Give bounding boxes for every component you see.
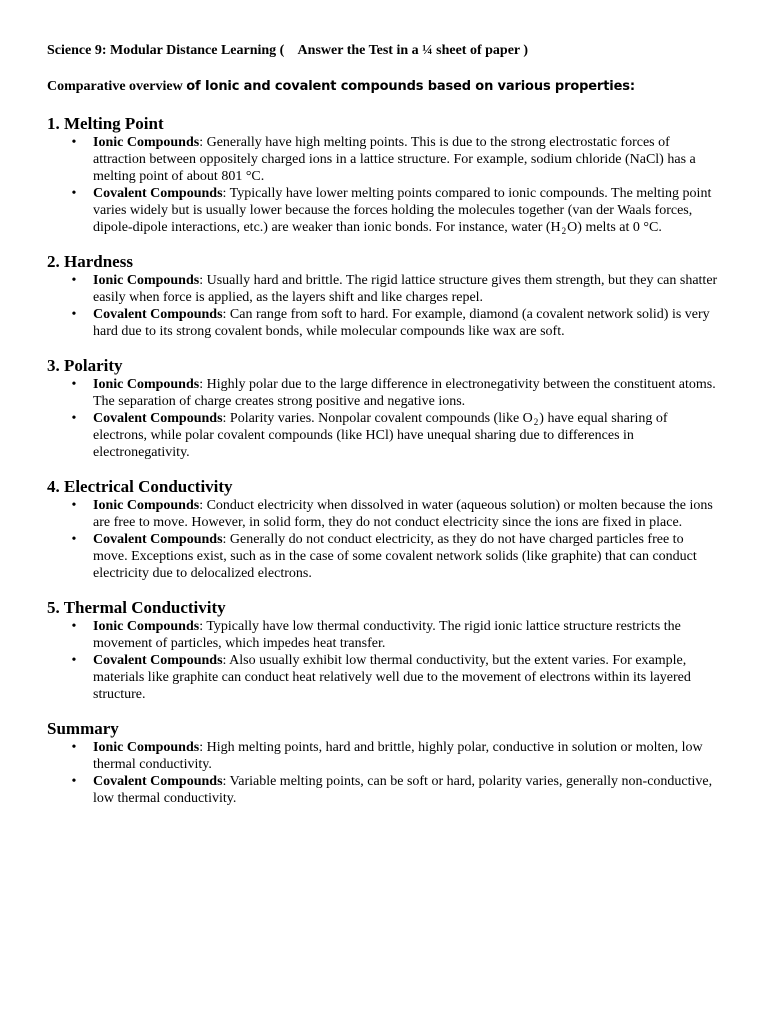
item-text: : Conduct electricity when dissolved in water (aqueous solution) or molten because the ions are free to move. However, in solid form, they do not conduct electricity since the ions are fixed in place. xyxy=(93,498,713,530)
bullet-icon: • xyxy=(71,498,77,513)
bullet-list-electrical-conductivity xyxy=(47,497,719,582)
item-term: Ionic Compounds xyxy=(93,377,200,392)
item-term: Ionic Compounds xyxy=(93,273,200,288)
section-heading-hardness: 2. Hardness xyxy=(47,252,133,271)
section-heading-summary: Summary xyxy=(47,719,119,738)
item-text: : Also usually exhibit low thermal conductivity, but the extent varies. For example, materials like graphite can conduct heat relatively well due to the movement of electrons within its layered structure. xyxy=(93,653,691,702)
item-text: : Generally do not conduct electricity, as they do not have charged particles free to move. Exceptions exist, such as in the case of some covalent network solids (like graphite) that can conduct electricity due to delocalized electrons. xyxy=(93,532,697,581)
subtitle-part-1: Comparative overview xyxy=(47,79,187,94)
list-item xyxy=(47,652,719,703)
document-page xyxy=(47,42,719,807)
bullet-icon: • xyxy=(71,186,77,201)
item-term: Covalent Compounds xyxy=(93,411,223,426)
document-subtitle xyxy=(47,78,719,95)
bullet-list-polarity xyxy=(47,376,719,461)
item-text: : High melting points, hard and brittle, highly polar, conductive in solution or molten, low thermal conductivity. xyxy=(93,740,703,772)
subscript: 2 xyxy=(533,417,539,427)
bullet-list-hardness xyxy=(47,272,719,340)
item-text: : Typically have low thermal conductivity. The rigid ionic lattice structure restricts the movement of particles, which impedes heat transfer. xyxy=(93,619,681,651)
bullet-icon: • xyxy=(71,307,77,322)
bullet-list-summary xyxy=(47,739,719,807)
document-title: Science 9: Modular Distance Learning ( Answer the Test in a ¼ sheet of paper ) xyxy=(47,43,529,58)
bullet-icon: • xyxy=(71,740,77,755)
item-text: : Variable melting points, can be soft or hard, polarity varies, generally non-conductive, low thermal conductivity. xyxy=(93,774,713,806)
bullet-icon: • xyxy=(71,273,77,288)
item-term: Ionic Compounds xyxy=(93,498,200,513)
item-term: Covalent Compounds xyxy=(93,307,223,322)
bullet-list-melting-point xyxy=(47,134,719,236)
list-item xyxy=(47,618,719,652)
bullet-icon: • xyxy=(71,619,77,634)
list-item xyxy=(47,497,719,531)
list-item xyxy=(47,410,719,461)
item-term: Ionic Compounds xyxy=(93,135,200,150)
list-item xyxy=(47,773,719,807)
section-heading-electrical-conductivity: 4. Electrical Conductivity xyxy=(47,477,233,496)
item-term: Covalent Compounds xyxy=(93,774,223,789)
section-heading-thermal-conductivity: 5. Thermal Conductivity xyxy=(47,598,226,617)
bullet-icon: • xyxy=(71,774,77,789)
list-item xyxy=(47,134,719,185)
item-text: : Usually hard and brittle. The rigid lattice structure gives them strength, but they can shatter easily when force is applied, as the layers shift and like charges repel. xyxy=(93,273,718,305)
item-term: Covalent Compounds xyxy=(93,186,223,201)
bullet-icon: • xyxy=(71,411,77,426)
subtitle-part-2: of Ionic and covalent compounds based on various properties: xyxy=(186,79,635,94)
item-term: Covalent Compounds xyxy=(93,532,223,547)
item-term: Ionic Compounds xyxy=(93,740,200,755)
section-heading-polarity: 3. Polarity xyxy=(47,356,123,375)
item-text: : Highly polar due to the large difference in electronegativity between the constituent atoms. The separation of charge creates strong positive and negative ions. xyxy=(93,377,716,409)
subscript: 2 xyxy=(561,226,567,236)
item-text: : Typically have lower melting points compared to ionic compounds. The melting point varies widely but is usually lower because the forces holding the molecules together (van der Waals forces, dipole-dipole interactions, etc.) are weaker than ionic bonds. For instance, water (H xyxy=(93,186,712,235)
list-item xyxy=(47,376,719,410)
item-text-after: O) melts at 0 °C. xyxy=(567,220,662,235)
item-text: : Polarity varies. Nonpolar covalent compounds (like O xyxy=(222,411,533,426)
item-text: : Can range from soft to hard. For example, diamond (a covalent network solid) is very hard due to its strong covalent bonds, while molecular compounds like wax are soft. xyxy=(93,307,710,339)
item-text: : Generally have high melting points. This is due to the strong electrostatic forces of attraction between oppositely charged ions in a lattice structure. For example, sodium chloride (NaCl) has a melting point of about 801 °C. xyxy=(93,135,696,184)
section-heading-melting-point: 1. Melting Point xyxy=(47,114,164,133)
bullet-icon: • xyxy=(71,532,77,547)
bullet-list-thermal-conductivity xyxy=(47,618,719,703)
list-item xyxy=(47,306,719,340)
list-item xyxy=(47,185,719,236)
item-term: Ionic Compounds xyxy=(93,619,200,634)
bullet-icon: • xyxy=(71,653,77,668)
item-text-after: ) have equal sharing of electrons, while polar covalent compounds (like HCl) have unequal sharing due to differences in electronegativity. xyxy=(93,411,668,460)
list-item xyxy=(47,531,719,582)
bullet-icon: • xyxy=(71,135,77,150)
list-item xyxy=(47,739,719,773)
bullet-icon: • xyxy=(71,377,77,392)
list-item xyxy=(47,272,719,306)
item-term: Covalent Compounds xyxy=(93,653,223,668)
